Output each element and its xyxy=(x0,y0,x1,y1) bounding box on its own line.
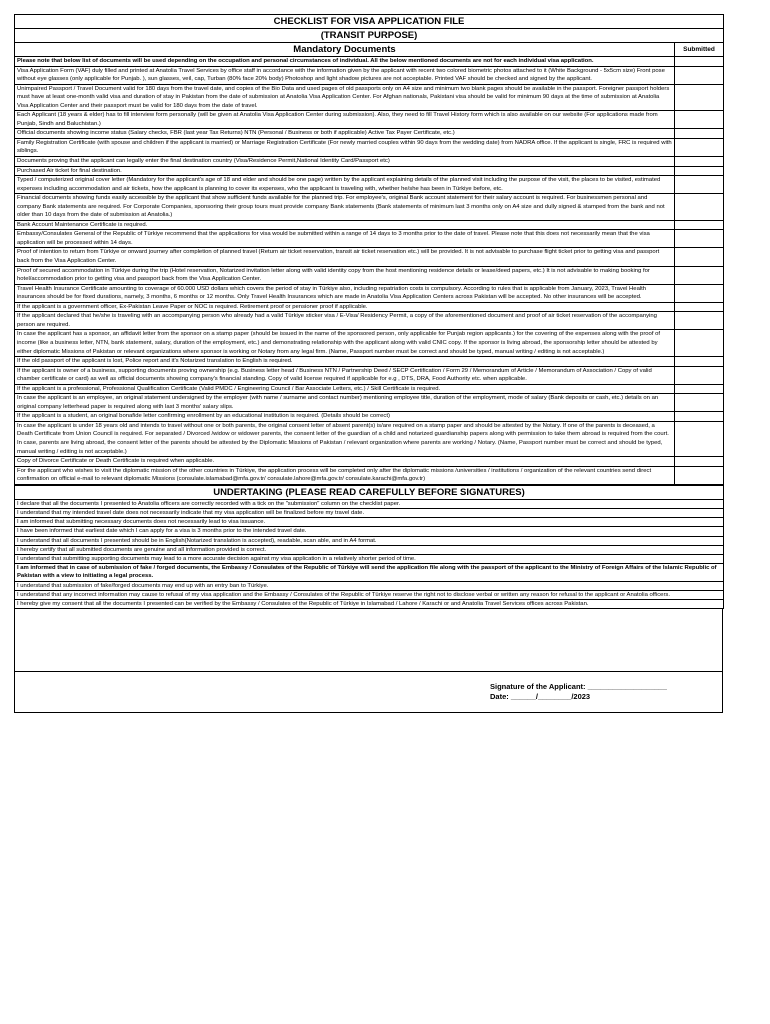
section-mandatory-documents: Mandatory Documents xyxy=(15,43,675,57)
checklist-item-text: Copy of Divorce Certificate or Death Certificate is required when applicable. xyxy=(15,457,675,467)
undertaking-table xyxy=(14,485,724,609)
undertaking-line: I hereby give my consent that all the documents I presented can be verified by the Embassy / Consulates of the Republic of Türkiye in Islamabad / Lahore / Karachi or and Anatolia Travel Services offices across Pakistan. xyxy=(15,599,724,608)
checklist-item-text: Proof of secured accommodation in Türkiye during the trip (Hotel reservation, Notarized invitation letter along with valid identity copy from the host mentioning residence details or lease/deed papers, etc.) It is not advisable to making booking for hotel/accommodation prior to getting visa and passport back from the Visa Application Center. xyxy=(15,266,675,284)
checklist-item-text: Embassy/Consulates General of the Republic of Türkiye recommend that the applications for visa would be submitted within a range of 14 days to 3 months prior to the date of travel. Please note that this does not necessarily mean that the visa application will be processed within 14 days. xyxy=(15,230,675,248)
submitted-checkbox-cell[interactable] xyxy=(675,194,724,221)
checklist-row xyxy=(15,66,724,84)
checklist-item-text: If the applicant is a government officer, Ex-Pakistan Leave Paper or NOC is required. Retirement proof or pensioner proof if applicable. xyxy=(15,302,675,312)
submitted-checkbox-cell[interactable] xyxy=(675,266,724,284)
checklist-row xyxy=(15,248,724,266)
checklist-row xyxy=(15,111,724,129)
checklist-row xyxy=(15,176,724,194)
undertaking-line: I am informed that in case of submission of fake / forged documents, the Embassy / Consulates of the Republic of Türkiye will send the application file along with the passport of the applicant to the Ministry of Foreign Affairs of the Islamic Republic of Pakistan with a view to initiating a legal process. xyxy=(15,564,724,581)
checklist-row xyxy=(15,194,724,221)
undertaking-row xyxy=(15,590,724,599)
submitted-checkbox-cell[interactable] xyxy=(675,129,724,139)
undertaking-row xyxy=(15,581,724,590)
checklist-row xyxy=(15,466,724,484)
checklist-item-text: Travel Health Insurance Certificate amounting to coverage of 60.000 USD dollars which covers the period of stay in Türkiye also, including repatriation costs is compulsory. According to rules that is applicable from January, 2023, Travel Health insurances should be for fixed durations, namely, 3 months, 6 months or 12 months. Only Travel Health Insurances which are made in Anatolia Visa Application Centers across Pakistan will be accepted. No other insurances will be accepted. xyxy=(15,284,675,302)
checklist-subtitle: (TRANSIT PURPOSE) xyxy=(15,29,724,43)
submitted-checkbox-cell[interactable] xyxy=(675,220,724,230)
undertaking-row xyxy=(15,599,724,608)
checklist-row xyxy=(15,84,724,111)
checklist-table xyxy=(14,14,724,485)
submitted-checkbox-cell[interactable] xyxy=(675,394,724,412)
undertaking-line: I understand that my intended travel date does not necessarily indicate that my visa application will be finalized before my travel date. xyxy=(15,508,724,517)
undertaking-row xyxy=(15,527,724,536)
date-line: Date: ______/________/2023 xyxy=(490,692,591,702)
checklist-item-text: For the applicant who wishes to visit the diplomatic mission of the other countries in Türkiye, the application process will be completed only after the diplomatic missions /universities / institutions / organization of the relevant countries send direct confirmation on official e-mail to relevant diplomatic Missions (consulate.islamabad@mfa.gov.tr/ consulate.lahore@mfa.gov.tr/ consulate.karachi@mfa.gov.tr) xyxy=(15,466,675,484)
checklist-item-text: Official documents showing income status (Salary checks, FBR (last year Tax Returns) NTN (Personal / Business or both if applicable) Active Tax Payer Certificate, etc.) xyxy=(15,129,675,139)
checklist-item-text: If the applicant is a professional, Professional Qualification Certificate (Valid PMDC / Engineering Council / Bar Associate Letters, etc.) / Skill Certificate is required. xyxy=(15,384,675,394)
checklist-item-text: Proof of intention to return from Türkiye or onward journey after completion of planned travel (Return air ticket reservation, transit air ticket reservation etc.) will be provided. It is not advisable to purchase flight ticket prior to getting visa and passport back from the Visa Application Center. xyxy=(15,248,675,266)
checklist-sheet xyxy=(14,14,723,713)
undertaking-row xyxy=(15,536,724,545)
undertaking-line: I declare that all the documents I presented to Anatolia officers are correctly recorded with a tick on the "submission" column on the checklist paper. xyxy=(15,499,724,508)
checklist-row xyxy=(15,412,724,422)
undertaking-row xyxy=(15,508,724,517)
submitted-checkbox-cell[interactable] xyxy=(675,284,724,302)
checklist-item-text: In case the applicant is under 18 years old and intends to travel without one or both parents, the original consent letter of absent parent(s) is/are required on a stamp paper and should be attested by the Notary. If one of the parents is deceased, a Death Certificate from Union Council is required. For separated / Divorced /widow or widower parents, the consent letter of the guardian of a child and notarized guardianship papers along with permission to take them abroad is required from the court. In case, parents are living abroad, the consent letter of the parents should be attested by the Diplomatic Missions of Pakistan / relevant organization where parents are working / Notary. (Name, Passport number must be correct and should be typed, manual writing / editing is not acceptable.) xyxy=(15,421,675,456)
checklist-row xyxy=(15,421,724,456)
checklist-item-text: If the old passport of the applicant is lost, Police report and it's Notarized translation to English is required. xyxy=(15,357,675,367)
checklist-item-text: Each Applicant (18 years & elder) has to fill interview form personally (will be given at Anatolia Visa Application Center during submission). Also, they need to fill Travel History form which is also available on our website (For applications made from Punjab, Sindh and Baluchistan.) xyxy=(15,111,675,129)
checklist-row xyxy=(15,157,724,167)
checklist-row xyxy=(15,312,724,330)
checklist-item-text: Bank Account Maintenance Certificate is required. xyxy=(15,220,675,230)
submitted-checkbox-cell[interactable] xyxy=(675,466,724,484)
checklist-row xyxy=(15,220,724,230)
checklist-row xyxy=(15,138,724,156)
checklist-item-text: Purchased Air ticket for final destination. xyxy=(15,166,675,176)
submitted-checkbox-cell[interactable] xyxy=(675,357,724,367)
submitted-checkbox-cell[interactable] xyxy=(675,111,724,129)
checklist-item-text: If the applicant declared that he/she is traveling with an accompanying person who already had a valid Türkiye sticker visa / E-Visa/ Residency Permit, a copy of the aforementioned document and proof of air ticket reservation of the accompanying person are required. xyxy=(15,312,675,330)
checklist-row xyxy=(15,457,724,467)
checklist-item-text: In case the applicant has a sponsor, an affidavit letter from the sponsor on a stamp paper (should be issued in the name of the sponsored person, only applicable for Punjab region applicants.) for the covering of the expenses along with the proof of income (like a business letter, NTN, bank statement, salary, duration of the employment, etc.) and demonstrating relationship with the applicant along with valid CNIC copy. If the sponsor is living abroad, the sponsorship letter should be attested by either diplomatic Missions of Pakistan or relevant organizations where sponsor is working or Notary from any legal firm. (Name, Passport number must be correct and should be typed, manual writing / editing is not acceptable.) xyxy=(15,330,675,357)
checklist-item-text: Documents proving that the applicant can legally enter the final destination country (Visa/Residence Permit,National Identity Card/Passport etc) xyxy=(15,157,675,167)
submitted-checkbox-cell[interactable] xyxy=(675,330,724,357)
submitted-checkbox-cell[interactable] xyxy=(675,230,724,248)
checklist-item-text: Typed / computerized original cover letter (Mandatory for the applicant's age of 18 and elder and should be one page) written by the applicant explaining details of the planned visit including the purpose of the visit, the places to be visited, estimated expenses including accommodation and air tickets, how the applicant is planning to cover its expenses, who the applicant is traveling with, whether he/she has been in Türkiye before, etc. xyxy=(15,176,675,194)
signature-text xyxy=(490,682,667,702)
submitted-checkbox-cell[interactable] xyxy=(675,457,724,467)
checklist-item-text: Visa Application Form (VAF) duly filled and printed at Anatolia Travel Services by office staff in accordance with the information given by the applicant with recent two colored biometric photos attached to it (White Background - 5x5cm size) Front pose without eye glasses (only applicable for Punjab. ), sun glasses, veil, cap, Turban (80% face 20% body) Photoshop and light shadow pictures are not acceptable. Printed VAF should be checked and signed by the applicant. xyxy=(15,66,675,84)
checklist-row xyxy=(15,230,724,248)
submitted-checkbox-cell[interactable] xyxy=(675,312,724,330)
undertaking-line: I understand that any incorrect information may cause to refusal of my visa application and the Embassy / Consulates of the Republic of Türkiye reserve the right not to disclose verbal or written any reason for refusal to the applicant or Anatolia officers. xyxy=(15,590,724,599)
checklist-row xyxy=(15,366,724,384)
checklist-row xyxy=(15,57,724,67)
submitted-checkbox-cell[interactable] xyxy=(675,302,724,312)
submitted-checkbox-cell[interactable] xyxy=(675,66,724,84)
submitted-checkbox-cell[interactable] xyxy=(675,248,724,266)
submitted-checkbox-cell[interactable] xyxy=(675,412,724,422)
undertaking-line: I understand that submitting supporting documents may lead to a more accurate decision against my visa application in a relatively shorter period of time. xyxy=(15,554,724,563)
checklist-title: CHECKLIST FOR VISA APPLICATION FILE xyxy=(15,15,724,29)
checklist-row xyxy=(15,129,724,139)
checklist-item-text: Unimpaired Passport / Travel Document valid for 180 days from the travel date, and copies of the Bio Data and used pages of old passports only on A4 size and minimum two blank pages should be available in the passport. Foreigner passport holders must have at least one-month valid visa and duration of stay in Pakistan from the date of submission at Anatolia Visa Application Center. For Afghan nationals, Pakistani visa should be valid for minimum 90 days at the time of submission at Anatolia Visa Application Center and their passport must be valid for 180 days from the date of travel. xyxy=(15,84,675,111)
undertaking-title: UNDERTAKING (PLEASE READ CAREFULLY BEFORE SIGNATURES) xyxy=(15,485,724,499)
submitted-checkbox-cell[interactable] xyxy=(675,138,724,156)
checklist-item-text: If the applicant is owner of a business, supporting documents proving ownership (e.g. Business letter head / Business NTN / Partnership Deed / SECP Certification / Form 29 / Memorandum of Article / Memorandum of Association / Copy of valid chamber certificate or card) as well as official documents showing company's financial standing. Copy of valid license required if applicable for e.g , DTS, DRA, Food Authority etc. when applicable. xyxy=(15,366,675,384)
submitted-checkbox-cell[interactable] xyxy=(675,166,724,176)
undertaking-row xyxy=(15,564,724,581)
undertaking-row xyxy=(15,554,724,563)
checklist-item-text: Family Registration Certificate (with spouse and children if the applicant is married) or Marriage Registration Certificate (For newly married couples within 90 days from the wedding date) from NADRA office. If the applicant is single, FRC is required with siblings. xyxy=(15,138,675,156)
checklist-row xyxy=(15,284,724,302)
checklist-item-text: Please note that below list of documents will be used depending on the occupation and personal circumstances of individual. All the below mentioned documents are not for each individual visa application. xyxy=(15,57,675,67)
checklist-row xyxy=(15,330,724,357)
checklist-row xyxy=(15,394,724,412)
submitted-checkbox-cell[interactable] xyxy=(675,57,724,67)
checklist-row xyxy=(15,266,724,284)
submitted-column-header: Submitted xyxy=(675,43,724,57)
signature-block xyxy=(14,672,723,713)
undertaking-line: I understand that submission of fake/forged documents may end up with an entry ban to Türkiye. xyxy=(15,581,724,590)
checklist-row xyxy=(15,357,724,367)
submitted-checkbox-cell[interactable] xyxy=(675,384,724,394)
undertaking-line: I hereby certify that all submitted documents are genuine and all information provided is correct. xyxy=(15,545,724,554)
checklist-row xyxy=(15,302,724,312)
submitted-checkbox-cell[interactable] xyxy=(675,176,724,194)
submitted-checkbox-cell[interactable] xyxy=(675,366,724,384)
undertaking-row xyxy=(15,499,724,508)
undertaking-row xyxy=(15,518,724,527)
submitted-checkbox-cell[interactable] xyxy=(675,157,724,167)
checklist-item-text: If the applicant is a student, an original bonafide letter confirming enrollment by an educational institution is required. (Details should be correct) xyxy=(15,412,675,422)
checklist-item-text: Financial documents showing funds easily accessible by the applicant that show sufficient funds available for the planned trip. For employee's, original Bank account statement for their salary account is required. For businessmen personal and company Bank statements are required. For Corporate Companies, sponsoring their group tours must provide company Bank statements (Bank statements of minimum last 3 months only on A4 size and dully signed & stamped from the bank and not older than 10 days from the date of submission at Anatolia.) xyxy=(15,194,675,221)
blank-space xyxy=(14,609,723,672)
undertaking-line: I understand that all documents I presented should be in English(Notarized translation is accepted), readable, scan able, and in A4 format. xyxy=(15,536,724,545)
undertaking-line: I have been informed that earliest date which I can apply for a visa is 3 months prior to the intended travel date. xyxy=(15,527,724,536)
submitted-checkbox-cell[interactable] xyxy=(675,84,724,111)
signature-line: Signature of the Applicant: ___________________ xyxy=(490,682,667,692)
submitted-checkbox-cell[interactable] xyxy=(675,421,724,456)
undertaking-line: I am informed that submitting necessary documents does not necessarily lead to visa issuance. xyxy=(15,518,724,527)
checklist-row xyxy=(15,384,724,394)
checklist-item-text: In case the applicant is an employee, an original statement undersigned by the employer (with name / surname and contact number) mentioning employee title, duration of the employment, mode of salary (Bank deposits or cash, etc.) details on an original company letterhead paper is required along with last 3 months' salary slips. xyxy=(15,394,675,412)
undertaking-row xyxy=(15,545,724,554)
checklist-row xyxy=(15,166,724,176)
